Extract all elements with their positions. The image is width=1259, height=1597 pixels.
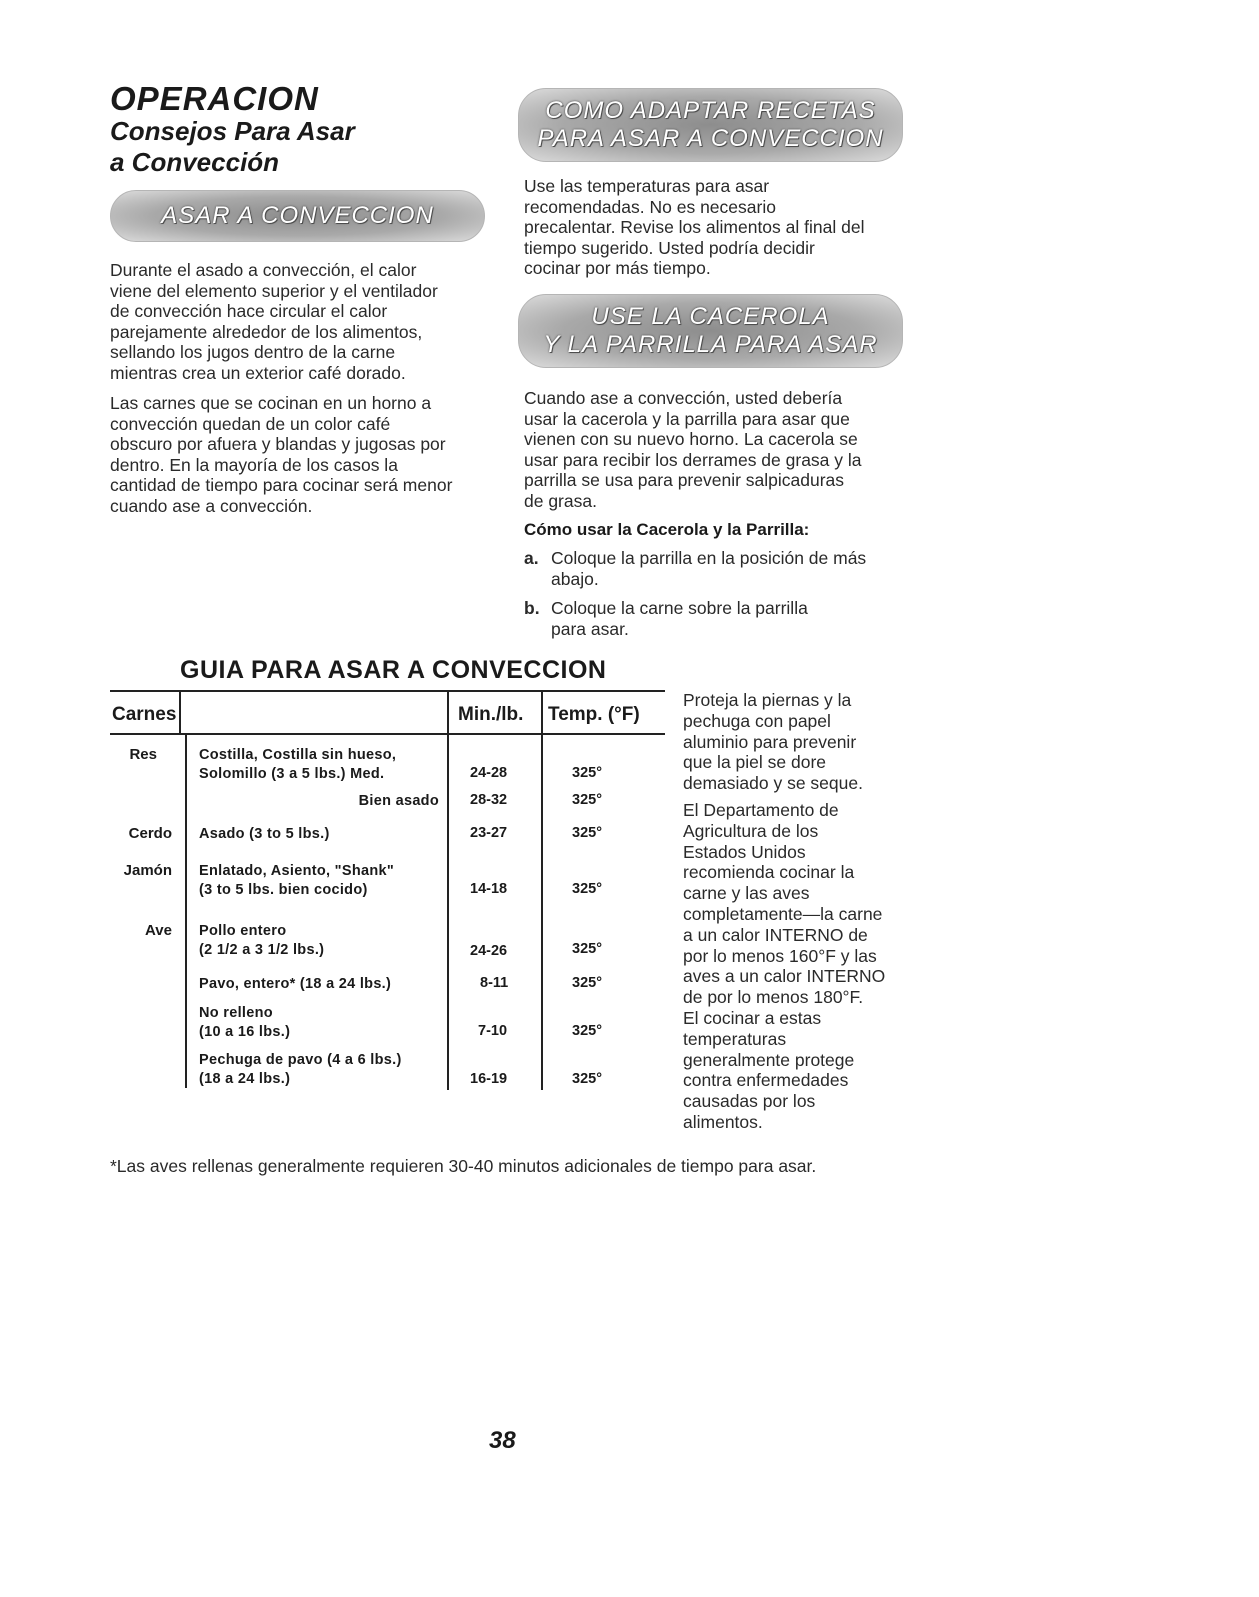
table-top-rule <box>110 690 665 692</box>
table-cell-desc <box>199 862 394 900</box>
text-line: (3 to 5 lbs. bien cocido) <box>199 882 368 898</box>
text-line: parejamente alrededor de los alimentos, <box>110 321 423 342</box>
text-line: temperaturas <box>683 1028 787 1049</box>
text-line: pechuga con papel <box>683 710 831 731</box>
banner-text-line-1: COMO ADAPTAR RECETAS <box>545 97 876 124</box>
text-line: por lo menos 160°F y las <box>683 945 877 966</box>
text-line: aves a un calor INTERNO <box>683 966 886 987</box>
column-divider <box>447 690 449 1090</box>
table-cell-desc <box>199 825 330 844</box>
text-line: dentro. En la mayoría de los casos la <box>110 454 398 475</box>
step-text <box>551 598 808 639</box>
text-line: obscuro por afuera y blandas y jugosas por <box>110 434 446 455</box>
text-line: viene del elemento superior y el ventilador <box>110 280 438 301</box>
page-number: 38 <box>489 1427 516 1454</box>
text-line: recomienda cocinar la <box>683 862 855 883</box>
text-line: Use las temperaturas para asar <box>524 176 770 196</box>
table-cell-minlb: 8-11 <box>480 975 509 991</box>
page-subtitle <box>110 116 470 178</box>
text-line: parrilla se usa para prevenir salpicaduras <box>524 470 845 491</box>
banner-text-line-2: Y LA PARRILLA PARA ASAR <box>543 331 878 358</box>
table-cell-desc <box>199 792 439 811</box>
table-cell-temp: 325° <box>572 1071 602 1087</box>
category-label: Cerdo <box>128 825 172 842</box>
text-line: Durante el asado a convección, el calor <box>110 260 417 280</box>
table-cell-temp: 325° <box>572 765 602 781</box>
column-divider <box>541 690 543 1090</box>
left-paragraph-2 <box>110 393 500 517</box>
text-line: Enlatado, Asiento, "Shank" <box>199 863 395 879</box>
text-line: de por lo menos 180°F. <box>683 987 864 1008</box>
table-cell-minlb: 16-19 <box>470 1071 508 1087</box>
text-line: generalmente protege <box>683 1049 855 1070</box>
text-line: abajo. <box>551 568 599 589</box>
header-carnes: Carnes <box>112 704 177 725</box>
subtitle-line-1: Consejos Para Asar <box>110 116 355 146</box>
text-line: sellando los jugos dentro de la carne <box>110 342 396 363</box>
text-line: (18 a 24 lbs.) <box>199 1071 291 1087</box>
table-header-rule <box>110 733 665 735</box>
table-cell-minlb: 24-26 <box>470 943 508 959</box>
right-paragraph-1 <box>524 176 914 279</box>
footnote: *Las aves rellenas generalmente requieren 30-40 minutos adicionales de tiempo para asar. <box>110 1156 817 1176</box>
text-line: Pavo, entero* (18 a 24 lbs.) <box>199 976 392 992</box>
guide-title: GUIA PARA ASAR A CONVECCION <box>180 656 607 684</box>
text-line: Costilla, Costilla sin hueso, <box>199 747 397 763</box>
text-line: Agricultura de los <box>683 820 819 841</box>
table-cell-desc <box>199 975 391 994</box>
text-line: vienen con su nuevo horno. La cacerola se <box>524 429 858 450</box>
text-line: para asar. <box>551 618 629 639</box>
how-to-label: Cómo usar la Cacerola y la Parrilla: <box>524 520 810 539</box>
text-line: mientras crea un exterior café dorado. <box>110 362 406 383</box>
text-line: Pechuga de pavo (4 a 6 lbs.) <box>199 1052 402 1068</box>
right-paragraph-2 <box>524 388 914 512</box>
column-divider <box>185 733 187 1088</box>
table-cell-temp: 325° <box>572 881 602 897</box>
table-cell-minlb: 24-28 <box>470 765 508 781</box>
step-letter: b. <box>524 598 540 618</box>
text-line: usar la cacerola y la parrilla para asar que <box>524 408 850 429</box>
banner-adaptar-recetas <box>518 88 903 162</box>
text-line: cuando ase a convección. <box>110 495 313 516</box>
table-cell-minlb: 14-18 <box>470 881 508 897</box>
text-line: (10 a 16 lbs.) <box>199 1024 291 1040</box>
section-title: OPERACION <box>110 80 319 117</box>
text-line: El cocinar a estas <box>683 1007 822 1028</box>
table-cell-minlb: 23-27 <box>470 825 508 841</box>
step-b <box>524 598 904 639</box>
banner-text-line-1: USE LA CACEROLA <box>591 303 830 330</box>
table-cell-temp: 325° <box>572 1023 602 1039</box>
text-line: cocinar por más tiempo. <box>524 258 711 279</box>
text-line: (2 1/2 a 3 1/2 lbs.) <box>199 942 325 958</box>
text-line: de convección hace circular el calor <box>110 301 388 322</box>
text-line: Las carnes que se cocinan en un horno a <box>110 393 432 413</box>
text-line: completamente—la carne <box>683 903 883 924</box>
table-cell-desc <box>199 746 396 784</box>
banner-use-cacerola <box>518 294 903 368</box>
text-line: Cuando ase a convección, usted debería <box>524 388 843 408</box>
table-cell-minlb: 7-10 <box>478 1023 508 1039</box>
text-line: causadas por los <box>683 1091 816 1112</box>
side-note <box>683 690 913 1133</box>
banner-text: ASAR A CONVECCION <box>161 202 434 229</box>
text-line: Asado (3 to 5 lbs.) <box>199 826 330 842</box>
text-line: convección quedan de un color café <box>110 413 391 434</box>
text-line: a un calor INTERNO de <box>683 924 868 945</box>
category-label: Ave <box>145 922 172 939</box>
left-paragraph-1 <box>110 260 500 384</box>
table-cell-desc <box>199 1004 290 1042</box>
text-line: recomendadas. No es necesario <box>524 196 776 217</box>
text-line: alimentos. <box>683 1111 763 1132</box>
table-cell-temp: 325° <box>572 792 602 808</box>
header-min-lb: Min./lb. <box>458 704 524 725</box>
banner-text-line-2: PARA ASAR A CONVECCION <box>537 125 884 152</box>
header-temp: Temp. (°F) <box>548 704 640 725</box>
step-letter: a. <box>524 548 539 568</box>
subtitle-line-2: a Convección <box>110 147 280 177</box>
text-line: Estados Unidos <box>683 841 806 862</box>
text-line: precalentar. Revise los alimentos al final del <box>524 217 865 238</box>
text-line: demasiado y se seque. <box>683 773 863 794</box>
category-label: Jamón <box>123 862 172 879</box>
step-a <box>524 548 904 589</box>
text-line: carne y las aves <box>683 883 810 904</box>
text-line: aluminio para prevenir <box>683 731 857 752</box>
table-cell-temp: 325° <box>572 941 602 957</box>
text-line: No relleno <box>199 1005 273 1021</box>
text-line: Coloque la carne sobre la parrilla <box>551 598 808 618</box>
text-line: tiempo sugerido. Usted podría decidir <box>524 237 815 258</box>
text-line: Pollo entero <box>199 923 287 939</box>
text-line: usar para recibir los derrames de grasa y la <box>524 449 862 470</box>
text-line: contra enfermedades <box>683 1070 849 1091</box>
text-line: Solomillo (3 a 5 lbs.) Med. <box>199 766 385 782</box>
text-line: de grasa. <box>524 490 597 511</box>
text-line: El Departamento de <box>683 799 839 820</box>
header-divider <box>179 690 181 735</box>
table-cell-temp: 325° <box>572 975 602 991</box>
table-cell-desc <box>199 922 324 960</box>
table-cell-desc <box>199 1051 402 1089</box>
table-cell-minlb: 28-32 <box>470 792 508 808</box>
text-line: que la piel se dore <box>683 752 827 773</box>
category-label: Res <box>129 746 157 763</box>
text-line: Bien asado <box>358 793 439 809</box>
text-line: Proteja la piernas y la <box>683 690 852 710</box>
text-line: Coloque la parrilla en la posición de más <box>551 548 867 568</box>
text-line: cantidad de tiempo para cocinar será menor <box>110 475 453 496</box>
table-cell-temp: 325° <box>572 825 602 841</box>
banner-asar-conveccion <box>110 190 485 242</box>
step-text <box>551 548 866 589</box>
